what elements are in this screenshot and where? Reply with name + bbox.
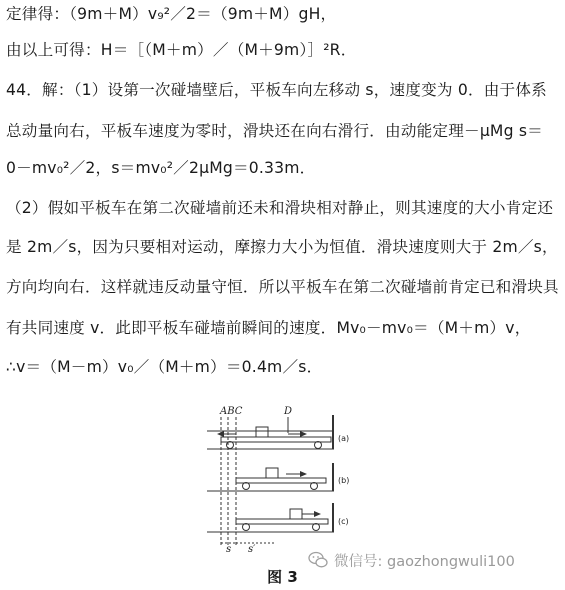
label-s-prime: s′ <box>248 544 256 555</box>
figure-cart-diagram <box>206 405 356 560</box>
text-line-6: （2）假如平板车在第二次碰墙前还未和滑块相对静止，则其速度的大小肯定还 <box>6 199 554 217</box>
text-line-4: 总动量向右，平板车速度为零时，滑块还在向右滑行．由动能定理－μMg s＝ <box>6 122 543 140</box>
panel-label-b: (b) <box>338 476 350 485</box>
watermark-text: 微信号: gaozhongwuli100 <box>334 553 515 570</box>
label-abc: ABC <box>220 406 243 417</box>
cart-wall-diagram <box>206 405 356 560</box>
panel-label-c: (c) <box>338 517 349 526</box>
label-s: s <box>226 544 232 555</box>
text-line-10: ∴v＝（M－m）v₀／（M＋m）＝0.4m／s． <box>6 358 323 376</box>
text-line-1: 定律得：（9m＋M）v₉²／2＝（9m＋M）gH， <box>6 5 337 23</box>
text-line-5: 0－mv₀²／2，s＝mv₀²／2μMg＝0.33m． <box>6 159 316 177</box>
text-line-3: 44．解：（1）设第一次碰墙壁后，平板车向左移动 s，速度变为 0．由于体系 <box>6 81 547 99</box>
text-line-9: 有共同速度 v．此即平板车碰墙前瞬间的速度．Mv₀－mv₀＝（M＋m）v， <box>6 319 531 337</box>
panel-label-a: (a) <box>338 434 350 443</box>
label-d: D <box>284 406 293 417</box>
text-line-8: 方向均向右．这样就违反动量守恒．所以平板车在第二次碰墙前肯定已和滑块具 <box>6 278 559 296</box>
text-line-2: 由以上可得：H＝［（M＋m）／（M＋9m）］²R． <box>6 41 357 59</box>
figure-caption: 图 3 <box>267 568 298 586</box>
text-line-7: 是 2m／s，因为只要相对运动，摩擦力大小为恒值．滑块速度则大于 2m／s， <box>6 238 558 256</box>
